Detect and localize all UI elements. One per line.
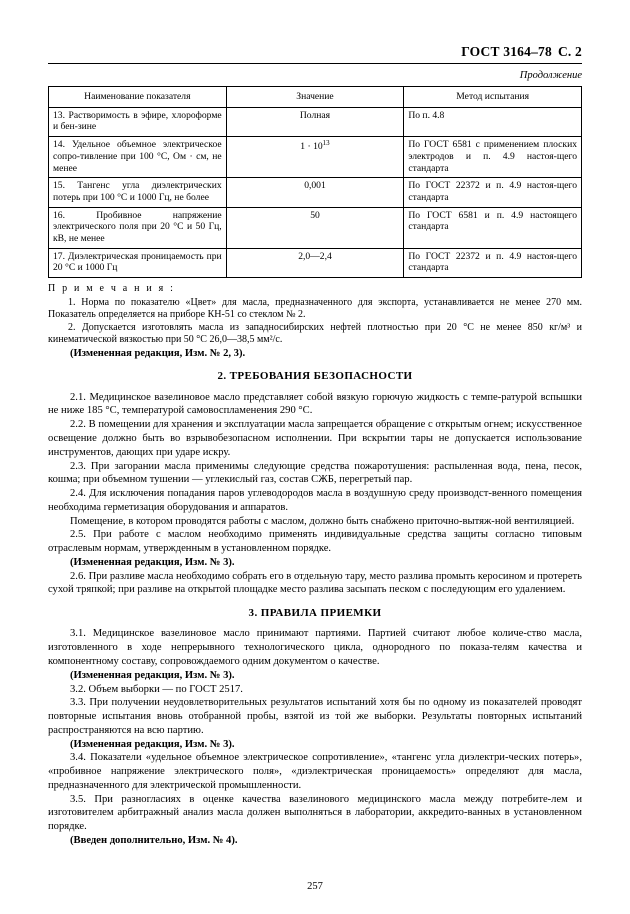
note-item: 1. Норма по показателю «Цвет» для масла, предназначенного для экспорта, устанавливается не менее 270 мм. Показатель определяется на приборе КН-51 со стеклом № 2. [48,296,582,321]
paragraph: 3.5. При разногласиях в оценке качества вазелинового медицинского масла между потребите-лем и изготовителем арбитражный анализ масла должен выполняться в лаборатории, аккредито-ванных в установленном порядке. [48,793,582,833]
table-row [49,178,582,207]
table-notes [48,283,582,347]
column-header-method: Метод испытания [404,87,582,108]
notes-title: П р и м е ч а н и я : [48,283,176,295]
cell-method: По ГОСТ 6581 с применением плоских электродов и п. 4.9 настоя-щего стандарта [404,137,582,178]
section-heading-acceptance: 3. ПРАВИЛА ПРИЕМКИ [248,607,382,620]
column-header-name: Наименование показателя [49,87,227,108]
continued-label: Продолжение [519,70,582,81]
cell-indicator: 13. Растворимость в эфире, хлороформе и бен-зине [49,107,227,136]
table-row [49,248,582,277]
table-row [49,107,582,136]
edition-mark: (Измененная редакция, Изм. № 3). [70,556,235,568]
table-row [49,207,582,248]
standard-number: ГОСТ 3164–78 [461,44,552,59]
cell-value: 0,001 [226,178,404,207]
paragraph: 2.4. Для исключения попадания паров углеводородов масла в воздушную среду производст-венного помещения необходима герметизация оборудования и аппаратов. [48,488,582,513]
paragraph: 3.1. Медицинское вазелиновое масло принимают партиями. Партией считают любое количе-ство масла, изготовленного в ходе непрерывного технологического цикла, однородного по показа-телям качества и компонентному составу, сопровождаемого одним документом о качестве. [48,628,582,668]
cell-value: Полная [226,107,404,136]
paragraph: 2.1. Медицинское вазелиновое масло представляет собой вязкую горючую жидкость с темпе-ратурой вспышки не ниже 185 °С, температурой самовоспламенения 290 °С. [48,391,582,417]
cell-method: По ГОСТ 6581 и п. 4.9 настоящего стандарта [404,207,582,248]
paragraph: 2.5. При работе с маслом необходимо применять индивидуальные средства защиты согласно типовым отраслевым нормам, утвержденным в установленном порядке. [48,529,582,555]
cell-method: По ГОСТ 22372 и п. 4.9 настоя-щего стандарта [404,248,582,277]
paragraph: 2.2. В помещении для хранения и эксплуатации масла запрещается обращение с открытым огнем; искусственное освещение должно быть во взрывобезопасном исполнении. При вскрытии тары не допускается использование инструментов, дающих при ударе искру. [48,419,582,458]
paragraph: 3.2. Объем выборки — по ГОСТ 2517. [70,683,243,695]
cell-value [226,137,404,178]
paragraph: 3.3. При получении неудовлетворительных результатов испытаний хотя бы по одному из показателей проводят повторные испытания вновь отобранной пробы, взятой из той же выборки. Результаты повторных испытаний распространяются на всю партию. [48,697,582,736]
cell-indicator: 16. Пробивное напряжение электрического поля при 20 °С и 50 Гц, кВ, не менее [49,207,227,248]
paragraph: 2.6. При разливе масла необходимо собрать его в отдельную тару, место разлива промыть керосином и протереть сухой тряпкой; при разливе на открытой площадке место разлива засыпать песком с последующим его удалением. [48,570,582,596]
cell-value: 2,0—2,4 [226,248,404,277]
table-row [49,137,582,178]
section-heading-safety: 2. ТРЕБОВАНИЯ БЕЗОПАСНОСТИ [217,370,413,383]
edition-mark: (Измененная редакция, Изм. № 3). [70,669,235,681]
cell-value: 50 [226,207,404,248]
edition-mark: (Измененная редакция, Изм. № 3). [70,738,235,750]
note-item: 2. Допускается изготовлять масла из западносибирских нефтей плотностью при 20 °С не менее 850 кг/м³ и кинематической вязкостью при 50 °С 26,0—38,5 мм²/с. [48,321,582,346]
cell-indicator: 15. Тангенс угла диэлектрических потерь при 100 °С и 1000 Гц, не более [49,178,227,207]
cell-value-base: 1 · 10 [300,141,323,153]
paragraph: 2.3. При загорании масла применимы следующие средства пожаротушения: распыленная вода, пена, песок, кошма; при объемном тушении — углекислый газ, состав СЖБ, перегретый пар. [48,460,582,486]
page-number: 257 [307,881,323,892]
edition-mark: (Измененная редакция, Изм. № 2, 3). [70,347,246,359]
table-header-row [49,87,582,108]
cell-indicator: 17. Диэлектрическая проницаемость при 20 °С и 1000 Гц [49,248,227,277]
header-divider [48,63,582,64]
document-body [48,347,582,848]
cell-indicator: 14. Удельное объемное электрическое сопро-тивление при 100 °С, Ом · см, не менее [49,137,227,178]
column-header-value: Значение [226,87,404,108]
cell-method: По ГОСТ 22372 и п. 4.9 настоя-щего стандарта [404,178,582,207]
specification-table [48,86,582,278]
page-label: С. 2 [557,44,582,59]
cell-value-exponent: 13 [322,139,330,148]
paragraph: Помещение, в котором проводятся работы с маслом, должно быть снабжено приточно-вытяж-ной вентиляцией. [70,515,575,527]
paragraph: 3.4. Показатели «удельное объемное электрическое сопротивление», «тангенс угла диэлектри-ческих потерь», «пробивное напряжение электрического поля», «диэлектрическая проницаемость» определяют для масла, предназначенного для электрической промышленности. [48,752,582,791]
edition-mark: (Введен дополнительно, Изм. № 4). [70,834,238,846]
page-header [48,44,582,60]
cell-method: По п. 4.8 [404,107,582,136]
